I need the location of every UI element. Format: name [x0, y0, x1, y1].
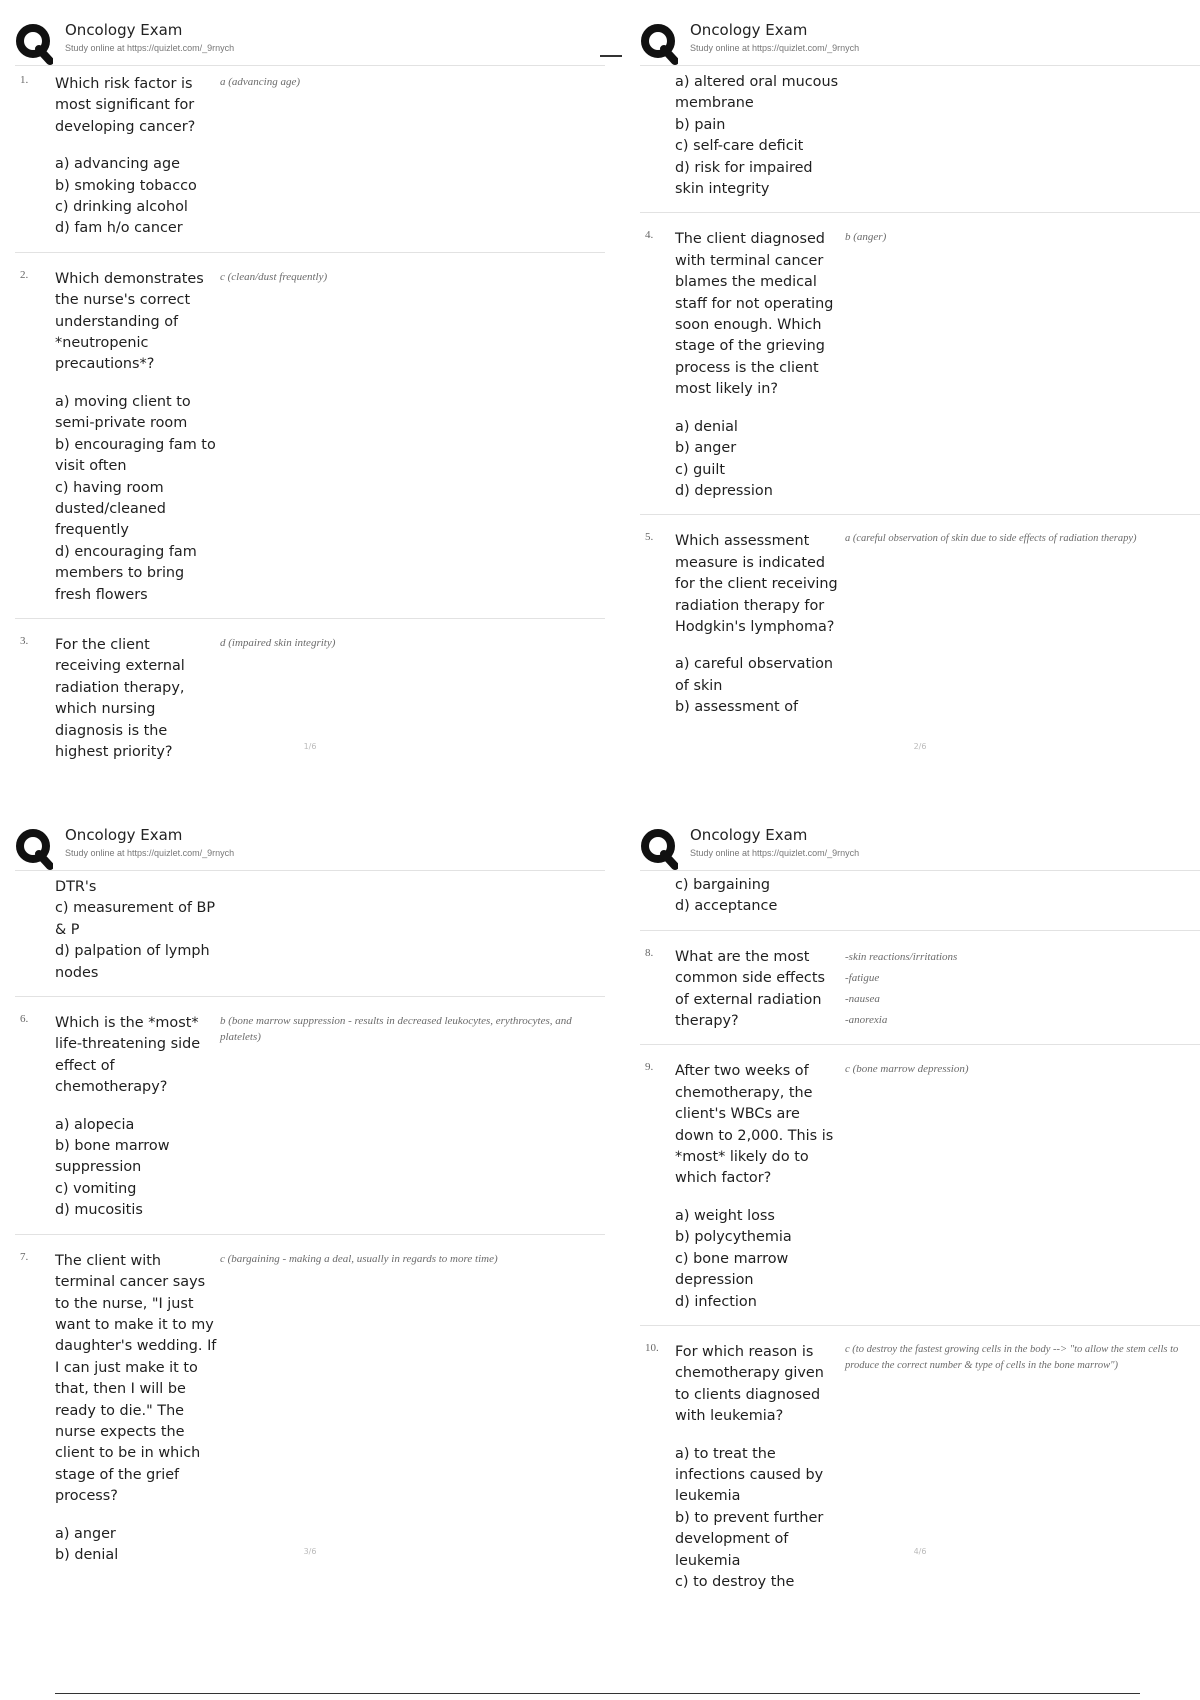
- page-title: Oncology Exam: [65, 21, 183, 39]
- question-8: [640, 947, 1200, 1033]
- page-subtitle: Study online at https://quizlet.com/_9rnych: [690, 43, 860, 53]
- question-number: 2.: [20, 268, 29, 281]
- question-text: Which is the *most* life-threatening side effect of chemotherapy?: [55, 1015, 201, 1096]
- question-6: [15, 1013, 605, 1222]
- page-subtitle: Study online at https://quizlet.com/_9rnych: [65, 43, 235, 53]
- page-header: [15, 15, 605, 65]
- page-title: Oncology Exam: [690, 826, 808, 844]
- answer-text: c (bargaining - making a deal, usually in regards to more time): [220, 1252, 498, 1265]
- page-number: 4/6: [913, 1547, 927, 1556]
- quizlet-logo-icon: [15, 21, 53, 65]
- page-number: 2/6: [913, 742, 927, 751]
- question-9: [640, 1061, 1200, 1312]
- question-text: Which assessment measure is indicated for the client receiving radiation therapy for Hodgkin's lymphoma?: [675, 533, 838, 635]
- question-number: 1.: [20, 74, 29, 86]
- page-3: [15, 820, 605, 1580]
- question-text: For the client receiving external radiation therapy, which nursing diagnosis is the highest priority?: [55, 636, 185, 760]
- question-number: 3.: [20, 634, 29, 647]
- answer-text: a (careful observation of skin due to side effects of radiation therapy): [845, 533, 1137, 545]
- question-number: 6.: [20, 1013, 29, 1026]
- question-options: a) careful observation of skin b) assessment of: [675, 656, 834, 716]
- answer-text: c (clean/dust frequently): [220, 270, 328, 283]
- answer-text: a (advancing age): [220, 76, 301, 88]
- question-options: a) denial b) anger c) guilt d) depression: [675, 418, 773, 499]
- question-7: [15, 1251, 605, 1567]
- page-number: 3/6: [303, 1547, 317, 1556]
- answer-text: c (bone marrow depression): [845, 1063, 969, 1076]
- question-number: 9.: [645, 1061, 654, 1074]
- question-options: a) weight loss b) polycythemia c) bone marrow depression d) infection: [675, 1207, 792, 1310]
- page-header: [640, 820, 1200, 870]
- page-title: Oncology Exam: [690, 21, 808, 39]
- page-4: [640, 820, 1200, 1590]
- question-5: [640, 531, 1200, 718]
- answer-text: -skin reactions/irritations -fatigue -nausea -anorexia: [845, 950, 958, 1026]
- page-subtitle: Study online at https://quizlet.com/_9rnych: [65, 848, 235, 858]
- question-options: a) to treat the infections caused by leukemia b) to prevent further development of leukemia c) to destroy the: [675, 1445, 824, 1590]
- question-text: What are the most common side effects of external radiation therapy?: [675, 948, 825, 1030]
- bottom-rule: [55, 1693, 1140, 1694]
- question-number: 4.: [645, 229, 654, 242]
- page-number: 1/6: [303, 742, 317, 751]
- question-text: After two weeks of chemotherapy, the client's WBCs are down to 2,000. This is *most* likely do to which factor?: [675, 1063, 834, 1187]
- question-options: a) alopecia b) bone marrow suppression c) vomiting d) mucositis: [55, 1116, 170, 1219]
- page-1: [15, 15, 605, 775]
- page-2: [640, 15, 1200, 775]
- question-text: Which demonstrates the nurse's correct understanding of *neutropenic precautions*?: [55, 270, 204, 373]
- question-number: 7.: [20, 1250, 29, 1263]
- question-number: 5.: [645, 531, 654, 544]
- question-4: [640, 229, 1200, 502]
- question-options: a) anger b) denial: [55, 1525, 119, 1563]
- quizlet-logo-icon: [640, 826, 678, 870]
- continued-options: c) bargaining d) acceptance: [675, 877, 778, 915]
- page-header: [640, 15, 1200, 65]
- question-text: The client with terminal cancer says to the nurse, "I just want to make it to my daughter's wedding. If I can just make it to that, then I will be ready to die." The nurse expects the client to be in which stage of the grief process?: [55, 1252, 217, 1505]
- continued-options: a) altered oral mucous membrane b) pain c) self-care deficit d) risk for impaired skin integrity: [675, 74, 839, 198]
- dash-mark: [600, 55, 622, 57]
- question-text: For which reason is chemotherapy given to clients diagnosed with leukemia?: [675, 1343, 824, 1425]
- answer-text: d (impaired skin integrity): [220, 636, 336, 649]
- quizlet-logo-icon: [15, 826, 53, 870]
- page-subtitle: Study online at https://quizlet.com/_9rnych: [690, 848, 860, 858]
- page-header: [15, 820, 605, 870]
- question-2: [15, 269, 605, 606]
- answer-text: c (to destroy the fastest growing cells in the body --> "to allow the stem cells to produce the correct number & type of cells in the bone marrow"): [845, 1343, 1179, 1371]
- continued-options: DTR's c) measurement of BP & P d) palpation of lymph nodes: [55, 879, 216, 981]
- answer-text: b (anger): [845, 231, 887, 244]
- question-1: [15, 74, 605, 240]
- question-options: a) advancing age b) smoking tobacco c) drinking alcohol d) fam h/o cancer: [55, 156, 197, 237]
- question-text: Which risk factor is most significant for developing cancer?: [55, 76, 196, 135]
- question-number: 10.: [645, 1341, 659, 1354]
- question-number: 8.: [645, 946, 654, 959]
- answer-text: b (bone marrow suppression - results in decreased leukocytes, erythrocytes, and platelets): [220, 1015, 572, 1044]
- question-options: a) moving client to semi-private room b) encouraging fam to visit often c) having room dusted/cleaned frequently d) encouraging fam members to bring fresh flowers: [55, 393, 216, 603]
- page-title: Oncology Exam: [65, 826, 183, 844]
- quizlet-logo-icon: [640, 21, 678, 65]
- question-text: The client diagnosed with terminal cancer blames the medical staff for not operating soon enough. Which stage of the grieving process is the client most likely in?: [675, 231, 834, 398]
